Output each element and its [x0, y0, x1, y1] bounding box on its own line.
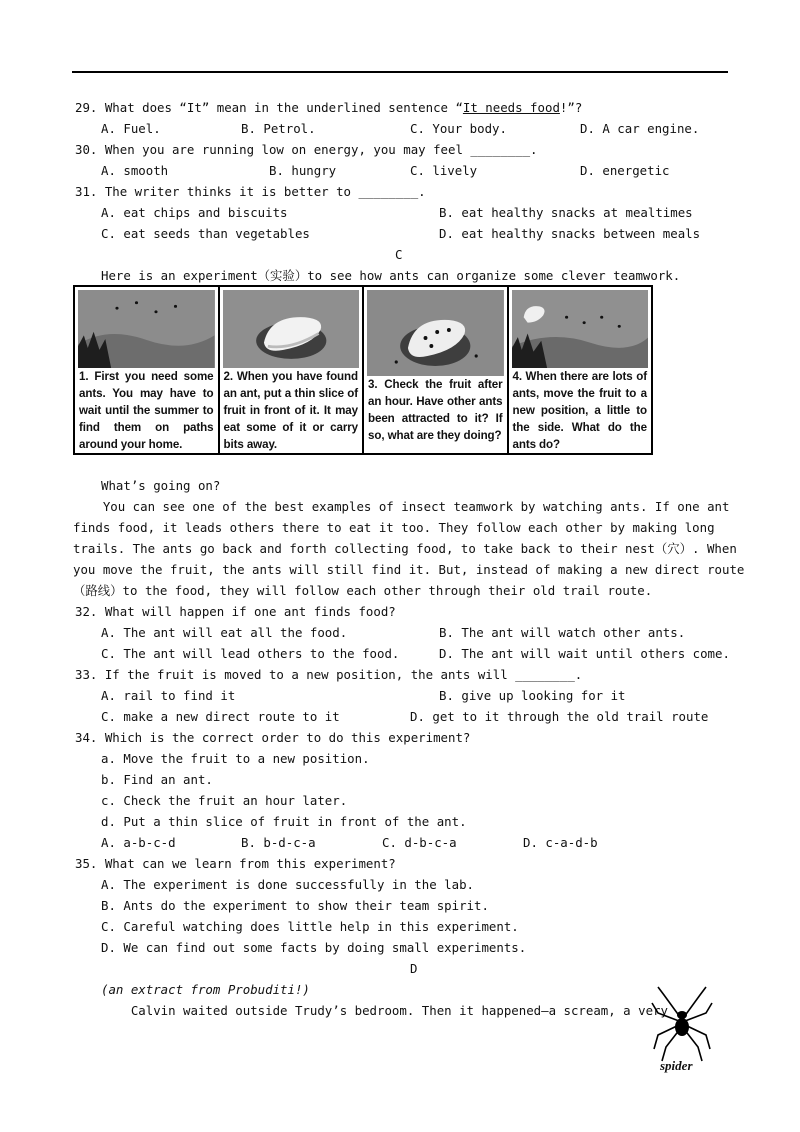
q35-option-d: D. We can find out some facts by doing small experiments.	[101, 940, 527, 955]
q29-stem-end: !”?	[559, 100, 583, 115]
q29-underlined: It needs food	[462, 100, 560, 115]
passage-c-line-1: You can see one of the best examples of insect teamwork by watching ants. If one ant	[73, 499, 730, 514]
q34-stem: 34. Which is the correct order to do this experiment?	[75, 730, 471, 745]
q29-option-c: C. Your body.	[410, 121, 507, 136]
extract-source: (an extract from Probuditi!)	[101, 982, 310, 997]
passage-c-line-3: trails. The ants go back and forth collecting food, to take back to their nest（穴）. When	[73, 541, 737, 556]
panel-2	[220, 287, 365, 453]
fruit-slice-illustration	[223, 290, 360, 368]
panel-3-text: 3. Check the fruit after an hour. Have other ants been attracted to it? If so, what are they doing?	[368, 378, 503, 442]
q29-option-a: A. Fuel.	[101, 121, 161, 136]
q31-option-d: D. eat healthy snacks between meals	[439, 226, 701, 241]
panel-4	[509, 287, 652, 453]
ants-on-fruit-illustration	[367, 290, 504, 376]
q29-option-d: D. A car engine.	[580, 121, 700, 136]
q32-option-d: D. The ant will wait until others come.	[439, 646, 730, 661]
q30-option-a: A. smooth	[101, 163, 169, 178]
whats-going-on: What’s going on?	[101, 478, 221, 493]
panel-3	[364, 287, 509, 453]
spider-label: spider	[660, 1058, 693, 1073]
q33-stem: 33. If the fruit is moved to a new position, the ants will ________.	[75, 667, 583, 682]
q30-option-c: C. lively	[410, 163, 478, 178]
q30-option-d: D. energetic	[580, 163, 670, 178]
q31-option-c: C. eat seeds than vegetables	[101, 226, 310, 241]
q33-option-b: B. give up looking for it	[439, 688, 626, 703]
q31-option-b: B. eat healthy snacks at mealtimes	[439, 205, 693, 220]
header-rule	[72, 71, 728, 73]
passage-c-line-2: finds food, it leads others there to eat it too. They follow each other by making long	[73, 520, 715, 535]
q32-option-b: B. The ant will watch other ants.	[439, 625, 686, 640]
panel-1-text: 1. First you need some ants. You may have to wait until the summer to find them on paths around your home.	[79, 370, 214, 451]
ant-path-illustration	[78, 290, 215, 368]
q35-option-c: C. Careful watching does little help in this experiment.	[101, 919, 519, 934]
q32-stem: 32. What will happen if one ant finds food?	[75, 604, 396, 619]
q34-option-b: B. b-d-c-a	[241, 835, 316, 850]
q34-option-c: C. d-b-c-a	[382, 835, 457, 850]
section-d-heading: D	[410, 961, 418, 976]
experiment-panels	[73, 285, 653, 455]
panel-2-image	[223, 290, 360, 368]
q31-stem: 31. The writer thinks it is better to ________.	[75, 184, 426, 199]
passage-c-line-4: you move the fruit, the ants will still find it. But, instead of making a new direct route	[73, 562, 745, 577]
q29-stem-text: 29. What does “It” mean in the underlined sentence “	[75, 100, 463, 115]
q34-step-a: a. Move the fruit to a new position.	[101, 751, 370, 766]
q34-step-d: d. Put a thin slice of fruit in front of the ant.	[101, 814, 467, 829]
q34-step-c: c. Check the fruit an hour later.	[101, 793, 348, 808]
q34-option-d: D. c-a-d-b	[523, 835, 598, 850]
q34-option-a: A. a-b-c-d	[101, 835, 176, 850]
panel-3-image	[367, 290, 504, 376]
q33-option-a: A. rail to find it	[101, 688, 236, 703]
panel-4-text: 4. When there are lots of ants, move the fruit to a new position, a little to the side. What do the ants do?	[512, 370, 647, 451]
intro-c: Here is an experiment（实验）to see how ants can organize some clever teamwork.	[101, 268, 681, 283]
q30-option-b: B. hungry	[269, 163, 337, 178]
section-c-heading: C	[395, 247, 403, 262]
passage-d-line-1: Calvin waited outside Trudy’s bedroom. Then it happened—a scream, a very	[101, 1003, 668, 1018]
q35-stem: 35. What can we learn from this experiment?	[75, 856, 396, 871]
q29-stem	[75, 100, 582, 115]
q33-option-d: D. get to it through the old trail route	[410, 709, 709, 724]
q35-option-a: A. The experiment is done successfully in the lab.	[101, 877, 474, 892]
q32-option-c: C. The ant will lead others to the food.	[101, 646, 400, 661]
panel-1-image	[78, 290, 215, 368]
q29-option-b: B. Petrol.	[241, 121, 316, 136]
passage-c-line-5: （路线）to the food, they will follow each other through their old trail route.	[73, 583, 653, 598]
panel-1	[75, 287, 220, 453]
q33-option-c: C. make a new direct route to it	[101, 709, 340, 724]
q35-option-b: B. Ants do the experiment to show their team spirit.	[101, 898, 489, 913]
moved-fruit-illustration	[512, 290, 649, 368]
panel-2-text: 2. When you have found an ant, put a thin slice of fruit in front of it. It may eat some of it or carry bits away.	[223, 370, 358, 451]
q31-option-a: A. eat chips and biscuits	[101, 205, 288, 220]
panel-4-image	[512, 290, 649, 368]
q32-option-a: A. The ant will eat all the food.	[101, 625, 348, 640]
q30-stem: 30. When you are running low on energy, you may feel ________.	[75, 142, 538, 157]
q34-step-b: b. Find an ant.	[101, 772, 213, 787]
